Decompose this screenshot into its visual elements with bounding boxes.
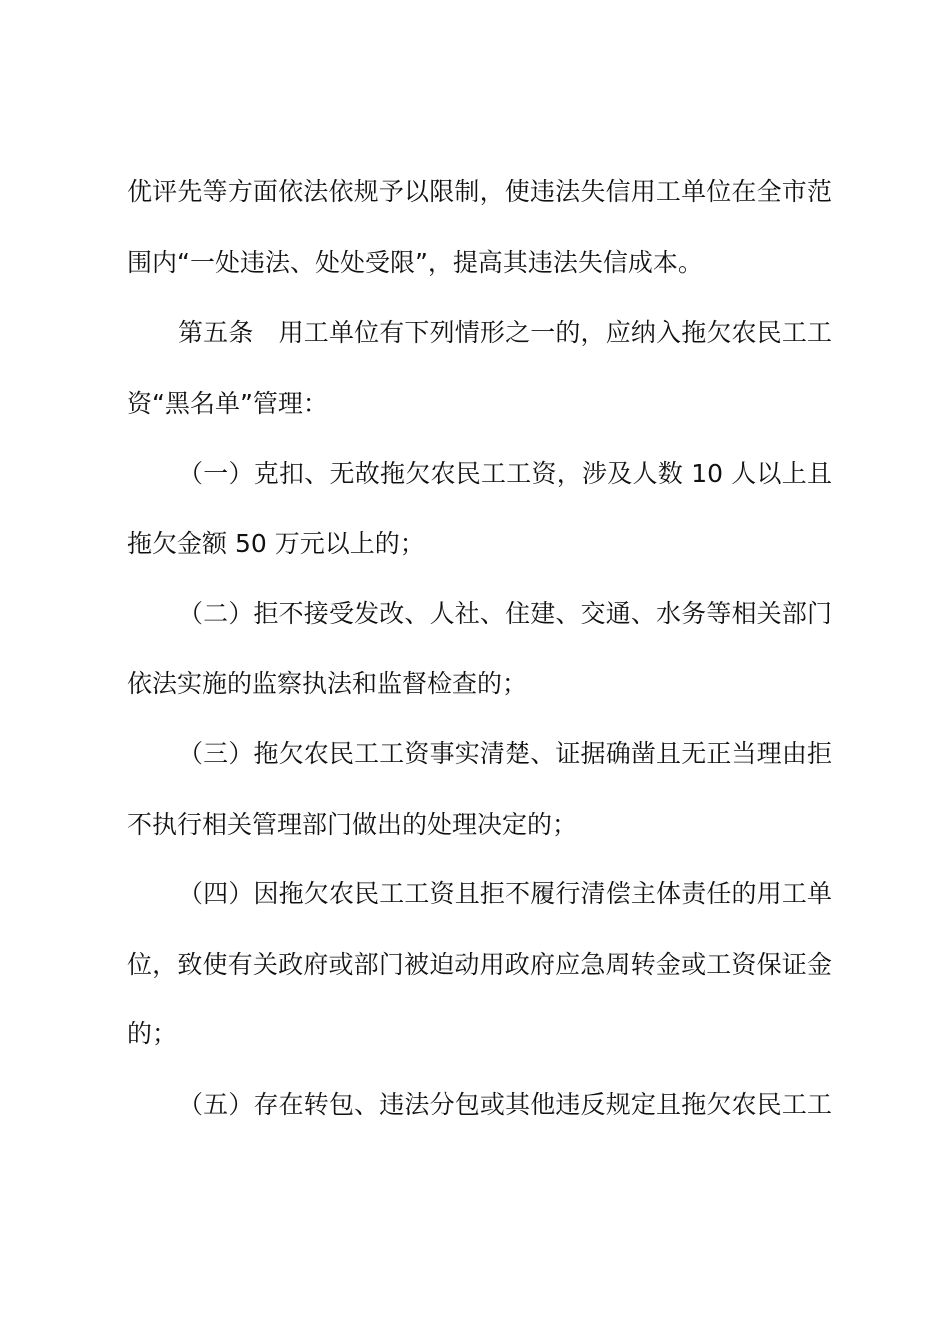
body-text-line: 资“黑名单”管理： xyxy=(127,389,328,418)
list-item-1-line: （一）克扣、无故拖欠农民工工资，涉及人数 10 人以上且 xyxy=(178,459,832,488)
list-item-2-line: （二）拒不接受发改、人社、住建、交通、水务等相关部门 xyxy=(178,599,832,628)
body-text-line: 不执行相关管理部门做出的处理决定的； xyxy=(127,810,578,839)
article-five-heading-line: 第五条 用工单位有下列情形之一的，应纳入拖欠农民工工 xyxy=(178,318,832,347)
body-text-line: 的； xyxy=(127,1019,178,1048)
body-text-line: 优评先等方面依法依规予以限制，使违法失信用工单位在全市范 xyxy=(127,177,832,206)
list-item-4-line: （四）因拖欠农民工工资且拒不履行清偿主体责任的用工单 xyxy=(178,879,832,908)
body-text-line: 围内“一处违法、处处受限”，提高其违法失信成本。 xyxy=(127,248,703,277)
body-text-line: 拖欠金额 50 万元以上的； xyxy=(127,529,425,558)
list-item-3-line: （三）拖欠农民工工资事实清楚、证据确凿且无正当理由拒 xyxy=(178,739,832,768)
body-text-line: 依法实施的监察执法和监督检查的； xyxy=(127,669,528,698)
list-item-5-line: （五）存在转包、违法分包或其他违反规定且拖欠农民工工 xyxy=(178,1090,832,1119)
body-text-line: 位，致使有关政府或部门被迫动用政府应急周转金或工资保证金 xyxy=(127,950,832,979)
